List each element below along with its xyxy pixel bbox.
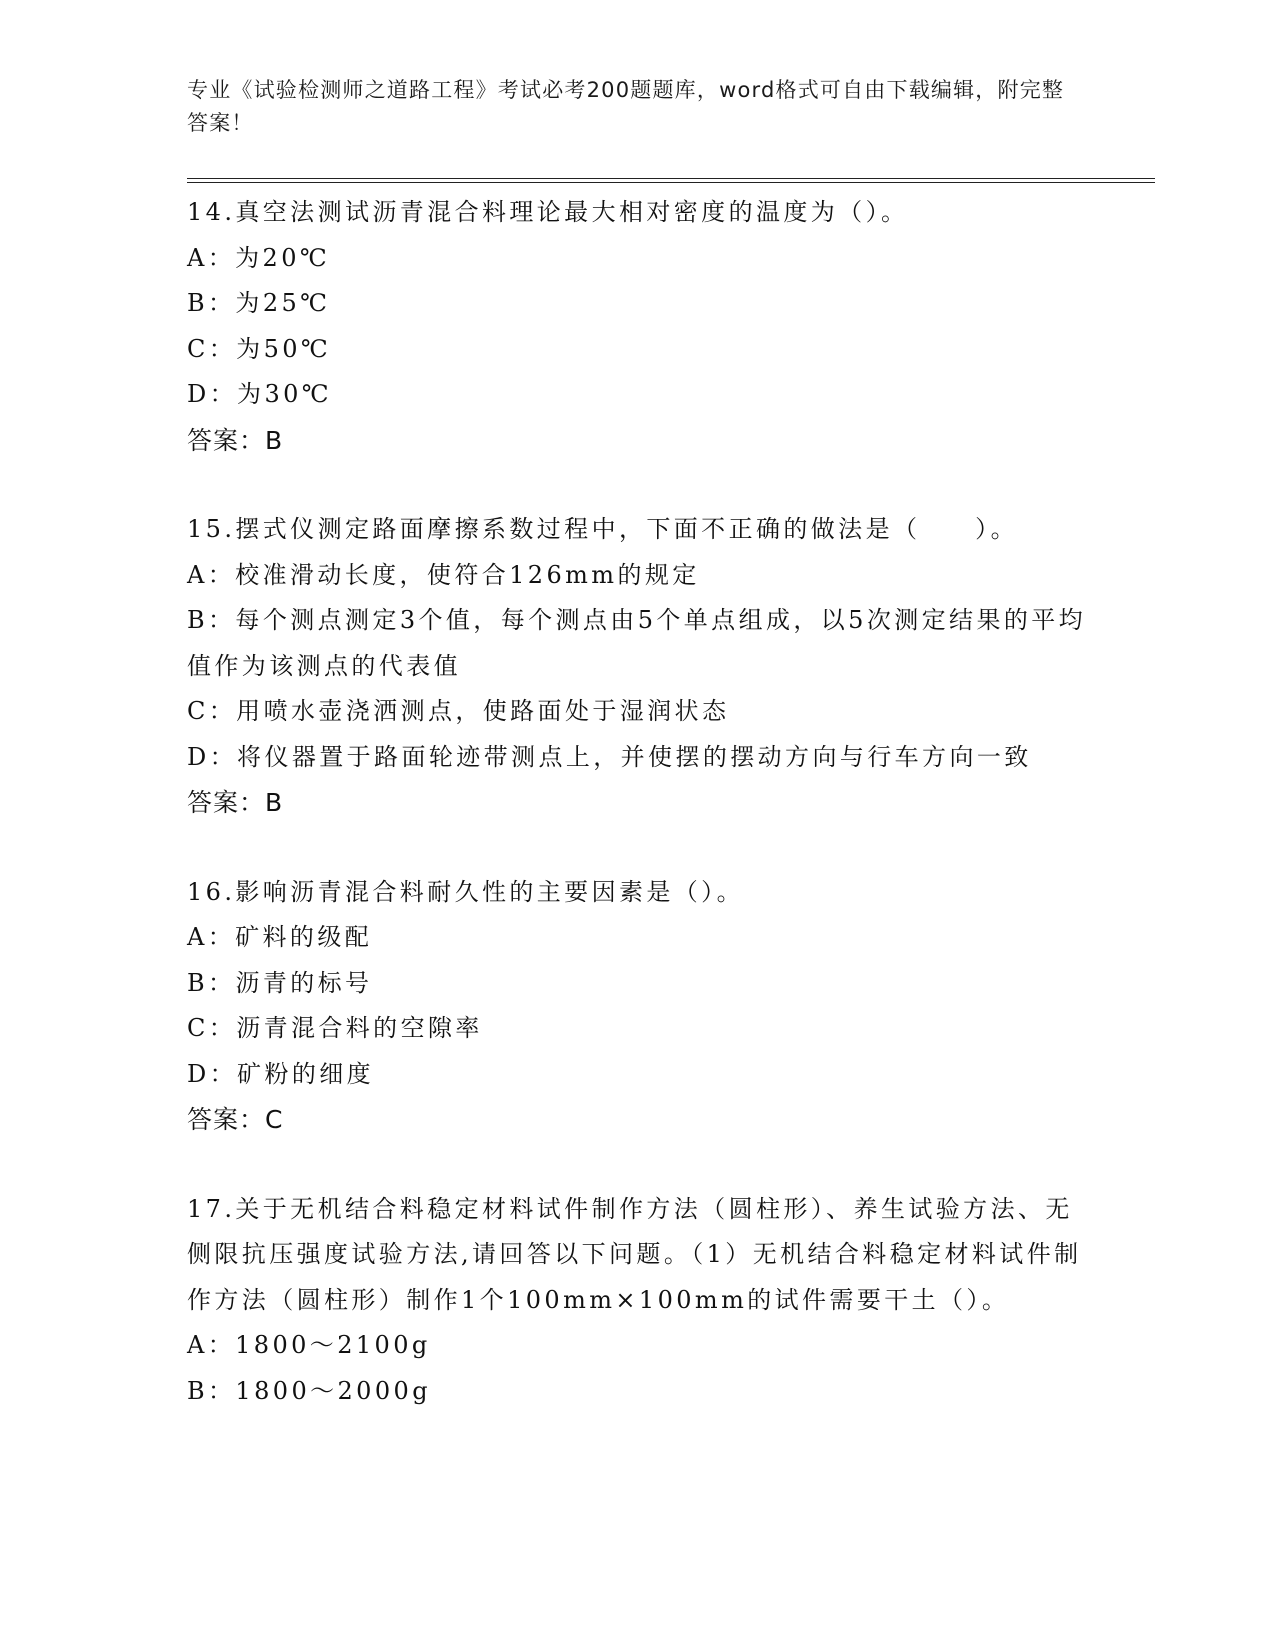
answer: 答案：C — [187, 1105, 284, 1134]
question-list — [187, 190, 1087, 1458]
option-a: A：校准滑动长度，使符合126mm的规定 — [187, 560, 700, 589]
option-a: A：为20℃ — [187, 243, 331, 272]
header-divider — [187, 178, 1155, 183]
page-header: 专业《试验检测师之道路工程》考试必考200题题库，word格式可自由下载编辑，附完整答案！ — [187, 78, 1065, 135]
question-14 — [187, 190, 1087, 463]
option-d: D：矿粉的细度 — [187, 1059, 375, 1088]
answer: 答案：B — [187, 788, 284, 817]
option-a: A：1800～2100g — [187, 1331, 431, 1359]
option-b: B：每个测点测定3个值，每个测点由5个单点组成，以5次测定结果的平均值作为该测点的代表值 — [187, 606, 1087, 680]
question-16 — [187, 870, 1087, 1143]
question-15 — [187, 507, 1087, 826]
option-c: C：沥青混合料的空隙率 — [187, 1014, 483, 1042]
option-b: B：1800～2000g — [187, 1376, 431, 1405]
option-c: C：为50℃ — [187, 334, 332, 363]
question-text: 14.真空法测试沥青混合料理论最大相对密度的温度为（）。 — [187, 198, 909, 226]
option-a: A：矿料的级配 — [187, 923, 373, 951]
question-text: 15.摆式仪测定路面摩擦系数过程中，下面不正确的做法是（ ）。 — [187, 515, 1018, 543]
option-c: C：用喷水壶浇洒测点，使路面处于湿润状态 — [187, 697, 730, 725]
question-17 — [187, 1187, 1087, 1415]
option-d: D：将仪器置于路面轮迹带测点上，并使摆的摆动方向与行车方向一致 — [187, 742, 1032, 771]
question-text: 16.影响沥青混合料耐久性的主要因素是（）。 — [187, 877, 744, 906]
question-text: 17.关于无机结合料稳定材料试件制作方法（圆柱形）、养生试验方法、无侧限抗压强度试验方法,请回答以下问题。（1）无机结合料稳定材料试件制作方法（圆柱形）制作1个100mm×100mm的试件需要干土（）。 — [187, 1194, 1082, 1314]
answer: 答案：B — [187, 425, 284, 455]
option-b: B：沥青的标号 — [187, 968, 373, 997]
option-d: D：为30℃ — [187, 380, 333, 408]
option-b: B：为25℃ — [187, 289, 331, 317]
